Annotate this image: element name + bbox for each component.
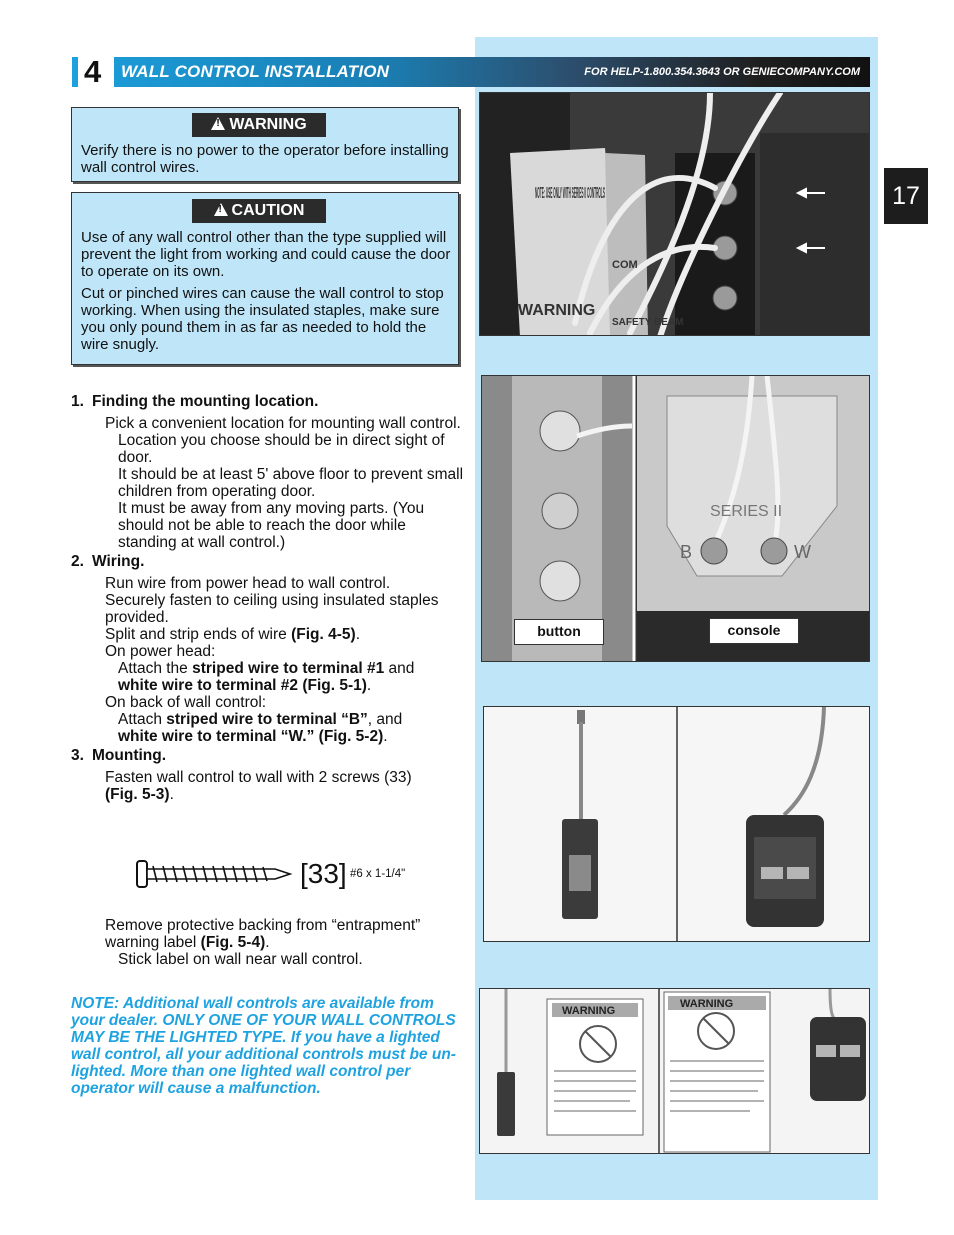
figure-mounted-wall-controls bbox=[483, 706, 870, 942]
section-number: 4 bbox=[84, 54, 102, 89]
step-2-heading: 2. Wiring. bbox=[71, 553, 145, 570]
screw-icon bbox=[135, 858, 295, 890]
screw-reference: [33] bbox=[300, 858, 347, 889]
step-2-e1: Attach striped wire to terminal “B”, and bbox=[118, 711, 403, 728]
fig2-b-terminal: B bbox=[680, 542, 693, 562]
step-2-b: Securely fasten to ceiling using insulated staples provided. bbox=[105, 592, 439, 626]
step-1-heading: 1. Finding the mounting location. bbox=[71, 393, 319, 410]
fig1-note-text: NOTE: USE ONLY WITH SERIES II CONTROLS bbox=[535, 185, 606, 202]
power-head-photo bbox=[480, 93, 870, 336]
help-line: FOR HELP-1.800.354.3643 OR GENIECOMPANY.COM bbox=[584, 66, 860, 78]
mounted-controls-photo bbox=[484, 707, 870, 942]
step-2-d2: white wire to terminal #2 (Fig. 5-1). bbox=[118, 677, 372, 694]
warning-badge bbox=[192, 113, 326, 137]
warning-label: WARNING bbox=[229, 116, 307, 133]
header-accent bbox=[72, 57, 78, 87]
step-2-d: On power head: bbox=[105, 643, 216, 660]
step-2-d1: Attach the striped wire to terminal #1 and bbox=[118, 660, 415, 677]
warning-text: Verify there is no power to the operator before installing wall control wires. bbox=[81, 142, 449, 176]
figure-warning-label bbox=[479, 988, 870, 1154]
section-title: WALL CONTROL INSTALLATION bbox=[121, 62, 390, 81]
caution-icon bbox=[214, 203, 228, 216]
instructions bbox=[71, 391, 466, 803]
fig1-warning-text: WARNING bbox=[518, 302, 596, 319]
step-1-bullet-2: It should be at least 5' above floor to prevent small children from operating door. bbox=[118, 466, 464, 500]
figure-wall-control-backs bbox=[481, 375, 870, 662]
header-bar bbox=[114, 57, 870, 87]
fig2-series-text: SERIES II bbox=[710, 503, 783, 520]
warning-label-photo bbox=[480, 989, 870, 1154]
fig4-warning-1: WARNING bbox=[562, 1005, 616, 1017]
warning-icon bbox=[211, 117, 225, 130]
fig1-safety-text: SAFETY BEAM bbox=[612, 317, 684, 328]
step-3-b: Remove protective backing from “entrapment” warning label (Fig. 5-4). bbox=[105, 917, 421, 951]
page-number-tab: 17 bbox=[884, 168, 928, 224]
fig4-warning-2: WARNING bbox=[680, 998, 734, 1010]
step-1-bullet-3: It must be away from any moving parts. (You should not be able to reach the door while standing at wall control.) bbox=[118, 500, 425, 551]
screw-size: #6 x 1-1/4" bbox=[350, 868, 406, 880]
caution-label: CAUTION bbox=[231, 202, 305, 219]
button-label: button bbox=[514, 619, 604, 645]
additional-controls-note: NOTE: Additional wall controls are available from your dealer. ONLY ONE OF YOUR WALL CONTROLS MAY BE THE LIGHTED TYPE. If you have a lighted wall control, all your additional controls must be un-lighted. More than one lighted wall control per operator will cause a malfunction. bbox=[71, 995, 456, 1097]
step-2-e2: white wire to terminal “W.” (Fig. 5-2). bbox=[118, 728, 388, 745]
caution-badge bbox=[192, 199, 326, 223]
step-1-intro: Pick a convenient location for mounting wall control. bbox=[105, 415, 461, 432]
fig1-com-text: COM bbox=[612, 259, 638, 271]
step-2-e: On back of wall control: bbox=[105, 694, 267, 711]
caution-text-1: Use of any wall control other than the type supplied will prevent the light from working and could cause the door to operate on its own. bbox=[81, 229, 451, 280]
step-2-c: Split and strip ends of wire (Fig. 4-5). bbox=[105, 626, 360, 643]
step-2-a: Run wire from power head to wall control. bbox=[105, 575, 391, 592]
caution-box bbox=[71, 192, 459, 365]
step-3-a: Fasten wall control to wall with 2 screws (33) bbox=[105, 769, 412, 786]
step-3-continued bbox=[71, 917, 466, 968]
warning-box bbox=[71, 107, 459, 182]
step-3-c: Stick label on wall near wall control. bbox=[118, 951, 363, 968]
caution-text-2: Cut or pinched wires can cause the wall control to stop working. When using the insulated staples, make sure you only pound them in as far as needed to hold the wire snugly. bbox=[81, 285, 444, 353]
figure-power-head-terminals bbox=[479, 92, 870, 336]
step-3-a-ref: (Fig. 5-3). bbox=[105, 786, 174, 803]
step-1-bullet-1: Location you choose should be in direct sight of door. bbox=[118, 432, 445, 466]
step-3-heading: 3. Mounting. bbox=[71, 747, 167, 764]
console-label: console bbox=[709, 618, 799, 644]
fig2-w-terminal: W bbox=[794, 542, 811, 562]
